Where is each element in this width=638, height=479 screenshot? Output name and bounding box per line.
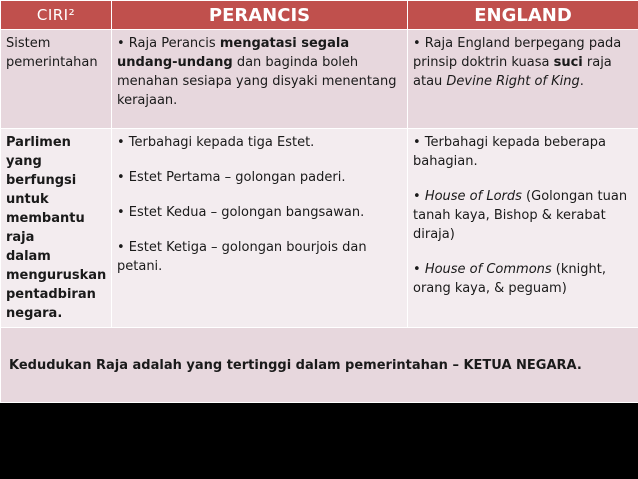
commons-title: House of Commons xyxy=(424,262,552,277)
perancis-estet-list-item: • Estet Pertama – golongan paderi. xyxy=(117,170,346,185)
perancis-estet-list-item: • Estet Ketiga – golongan bourjois dan petani. xyxy=(117,240,367,274)
row2-label-line: untuk xyxy=(6,192,49,207)
row1-label-line: Sistem xyxy=(6,36,51,51)
row2-label-line: negara. xyxy=(6,306,63,321)
footer-row-text: Kedudukan Raja adalah yang tertinggi dalam pemerintahan – KETUA NEGARA. xyxy=(1,328,638,403)
row-sistem-pemerintahan xyxy=(1,30,638,129)
header-england: ENGLAND xyxy=(408,1,638,30)
lords-desc: (Golongan tuan tanah kaya, Bishop & kerabat diraja) xyxy=(413,189,628,242)
row-kedudukan-raja xyxy=(1,328,638,403)
row2-label-line: membantu raja xyxy=(6,211,85,245)
row-parlimen xyxy=(1,129,638,328)
header-ciri: CIRI² xyxy=(1,1,112,30)
lords-title: House of Lords xyxy=(424,189,522,204)
row2-label-line: berfungsi xyxy=(6,173,77,188)
perancis-estet-list-item: • Terbahagi kepada tiga Estet. xyxy=(117,135,315,150)
row1-england-cell xyxy=(408,30,638,129)
header-perancis: PERANCIS xyxy=(112,1,408,30)
row1-england-italic: Devine Right of King xyxy=(446,74,580,89)
perancis-estet-list-item: • Estet Kedua – golongan bangsawan. xyxy=(117,205,365,220)
row2-label-line: Parlimen yang xyxy=(6,135,71,169)
row2-label-line: pentadbiran xyxy=(6,287,96,302)
row1-england-end: . xyxy=(579,74,584,89)
england-house-of-lords xyxy=(413,187,633,244)
row2-england-cell xyxy=(408,129,638,328)
row1-perancis-rest: dan baginda boleh menahan sesiapa yang disyaki menentang kerajaan. xyxy=(117,55,397,108)
commons-bullet: • xyxy=(413,262,425,277)
england-intro: • Terbahagi kepada beberapa bahagian. xyxy=(413,135,606,169)
row1-england-strong: suci xyxy=(553,55,583,70)
row2-label-cell xyxy=(1,129,112,328)
bottom-bar xyxy=(0,466,638,479)
row1-england-part2: raja atau xyxy=(413,55,612,89)
england-house-of-commons xyxy=(413,260,633,298)
row1-label-cell xyxy=(1,30,112,129)
row1-label-line: pemerintahan xyxy=(6,55,98,70)
row1-perancis-bullet: • Raja Perancis xyxy=(117,36,220,51)
lords-bullet: • xyxy=(413,189,425,204)
row2-perancis-cell xyxy=(112,129,408,328)
commons-desc: (knight, orang kaya, & peguam) xyxy=(413,262,606,296)
row2-label-line: dalam xyxy=(6,249,51,264)
row2-label-line: menguruskan xyxy=(6,268,107,283)
row1-england-part1: • Raja England berpegang pada prinsip doktrin kuasa xyxy=(413,36,622,70)
header-row xyxy=(1,1,638,30)
row1-perancis-cell xyxy=(112,30,408,129)
row1-perancis-strong: mengatasi segala undang-undang xyxy=(117,36,350,70)
